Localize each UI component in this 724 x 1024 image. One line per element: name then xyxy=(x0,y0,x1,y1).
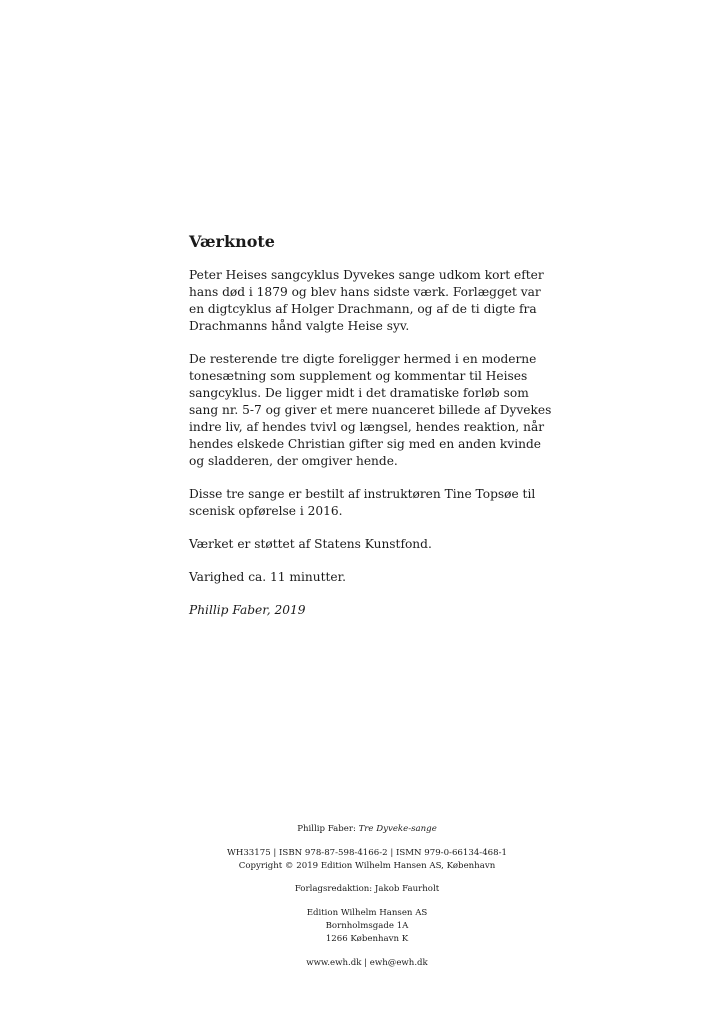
address-line: Edition Wilhelm Hansen AS xyxy=(306,908,428,919)
editor-info xyxy=(0,883,724,896)
editor: Forlagsredaktion: Jakob Faurholt xyxy=(294,884,440,895)
address-line: 1266 København K xyxy=(325,933,409,944)
work-note xyxy=(189,232,569,635)
text-line: Varighed ca. 11 minutter. xyxy=(189,570,346,584)
colophon xyxy=(0,823,724,980)
signature xyxy=(189,602,569,619)
text-line: en digtcyklus af Holger Drachmann, og af de ti digte fra xyxy=(189,302,537,316)
text-line: Drachmanns hånd valgte Heise syv. xyxy=(189,319,410,333)
text-line: indre liv, af hendes tvivl og længsel, hendes reaktion, når xyxy=(189,420,545,434)
copyright: Copyright © 2019 Edition Wilhelm Hansen AS, København xyxy=(238,860,496,871)
paragraph-3 xyxy=(189,486,569,520)
composer: Phillip Faber: xyxy=(297,824,359,834)
work-title: Tre Dyveke-sange xyxy=(358,824,437,834)
signature-text: Phillip Faber, 2019 xyxy=(189,603,306,617)
text-line: Peter Heises sangcyklus Dyvekes sange udkom kort efter xyxy=(189,268,544,282)
text-line: sangcyklus. De ligger midt i det dramatiske forløb som xyxy=(189,386,529,400)
text-line: hans død i 1879 og blev hans sidste værk. Forlægget var xyxy=(189,285,541,299)
paragraph-2 xyxy=(189,351,569,470)
text-line: Disse tre sange er bestilt af instruktøren Tine Topsøe til xyxy=(189,487,536,501)
web-links: www.ewh.dk | ewh@ewh.dk xyxy=(306,957,428,968)
address-line: Bornholmsgade 1A xyxy=(325,920,409,931)
text-line: scenisk opførelse i 2016. xyxy=(189,504,343,518)
text-line: sang nr. 5-7 og giver et mere nuanceret billede af Dyvekes xyxy=(189,403,552,417)
text-line: og sladderen, der omgiver hende. xyxy=(189,454,398,468)
note-title: Værknote xyxy=(189,232,275,251)
text-line: tonesætning som supplement og kommentar til Heises xyxy=(189,369,528,383)
text-line: Værket er støttet af Statens Kunstfond. xyxy=(189,537,432,551)
text-line: hendes elskede Christian gifter sig med en anden kvinde xyxy=(189,437,541,451)
paragraph-5 xyxy=(189,569,569,586)
paragraph-4 xyxy=(189,536,569,553)
publisher-address xyxy=(0,907,724,945)
paragraph-1 xyxy=(189,267,569,335)
text-line: De resterende tre digte foreligger hermed i en moderne xyxy=(189,352,537,366)
work-credit xyxy=(0,823,724,836)
publication-info xyxy=(0,847,724,873)
contact xyxy=(0,957,724,970)
identifiers: WH33175 | ISBN 978-87-598-4166-2 | ISMN 979-0-66134-468-1 xyxy=(227,847,507,858)
